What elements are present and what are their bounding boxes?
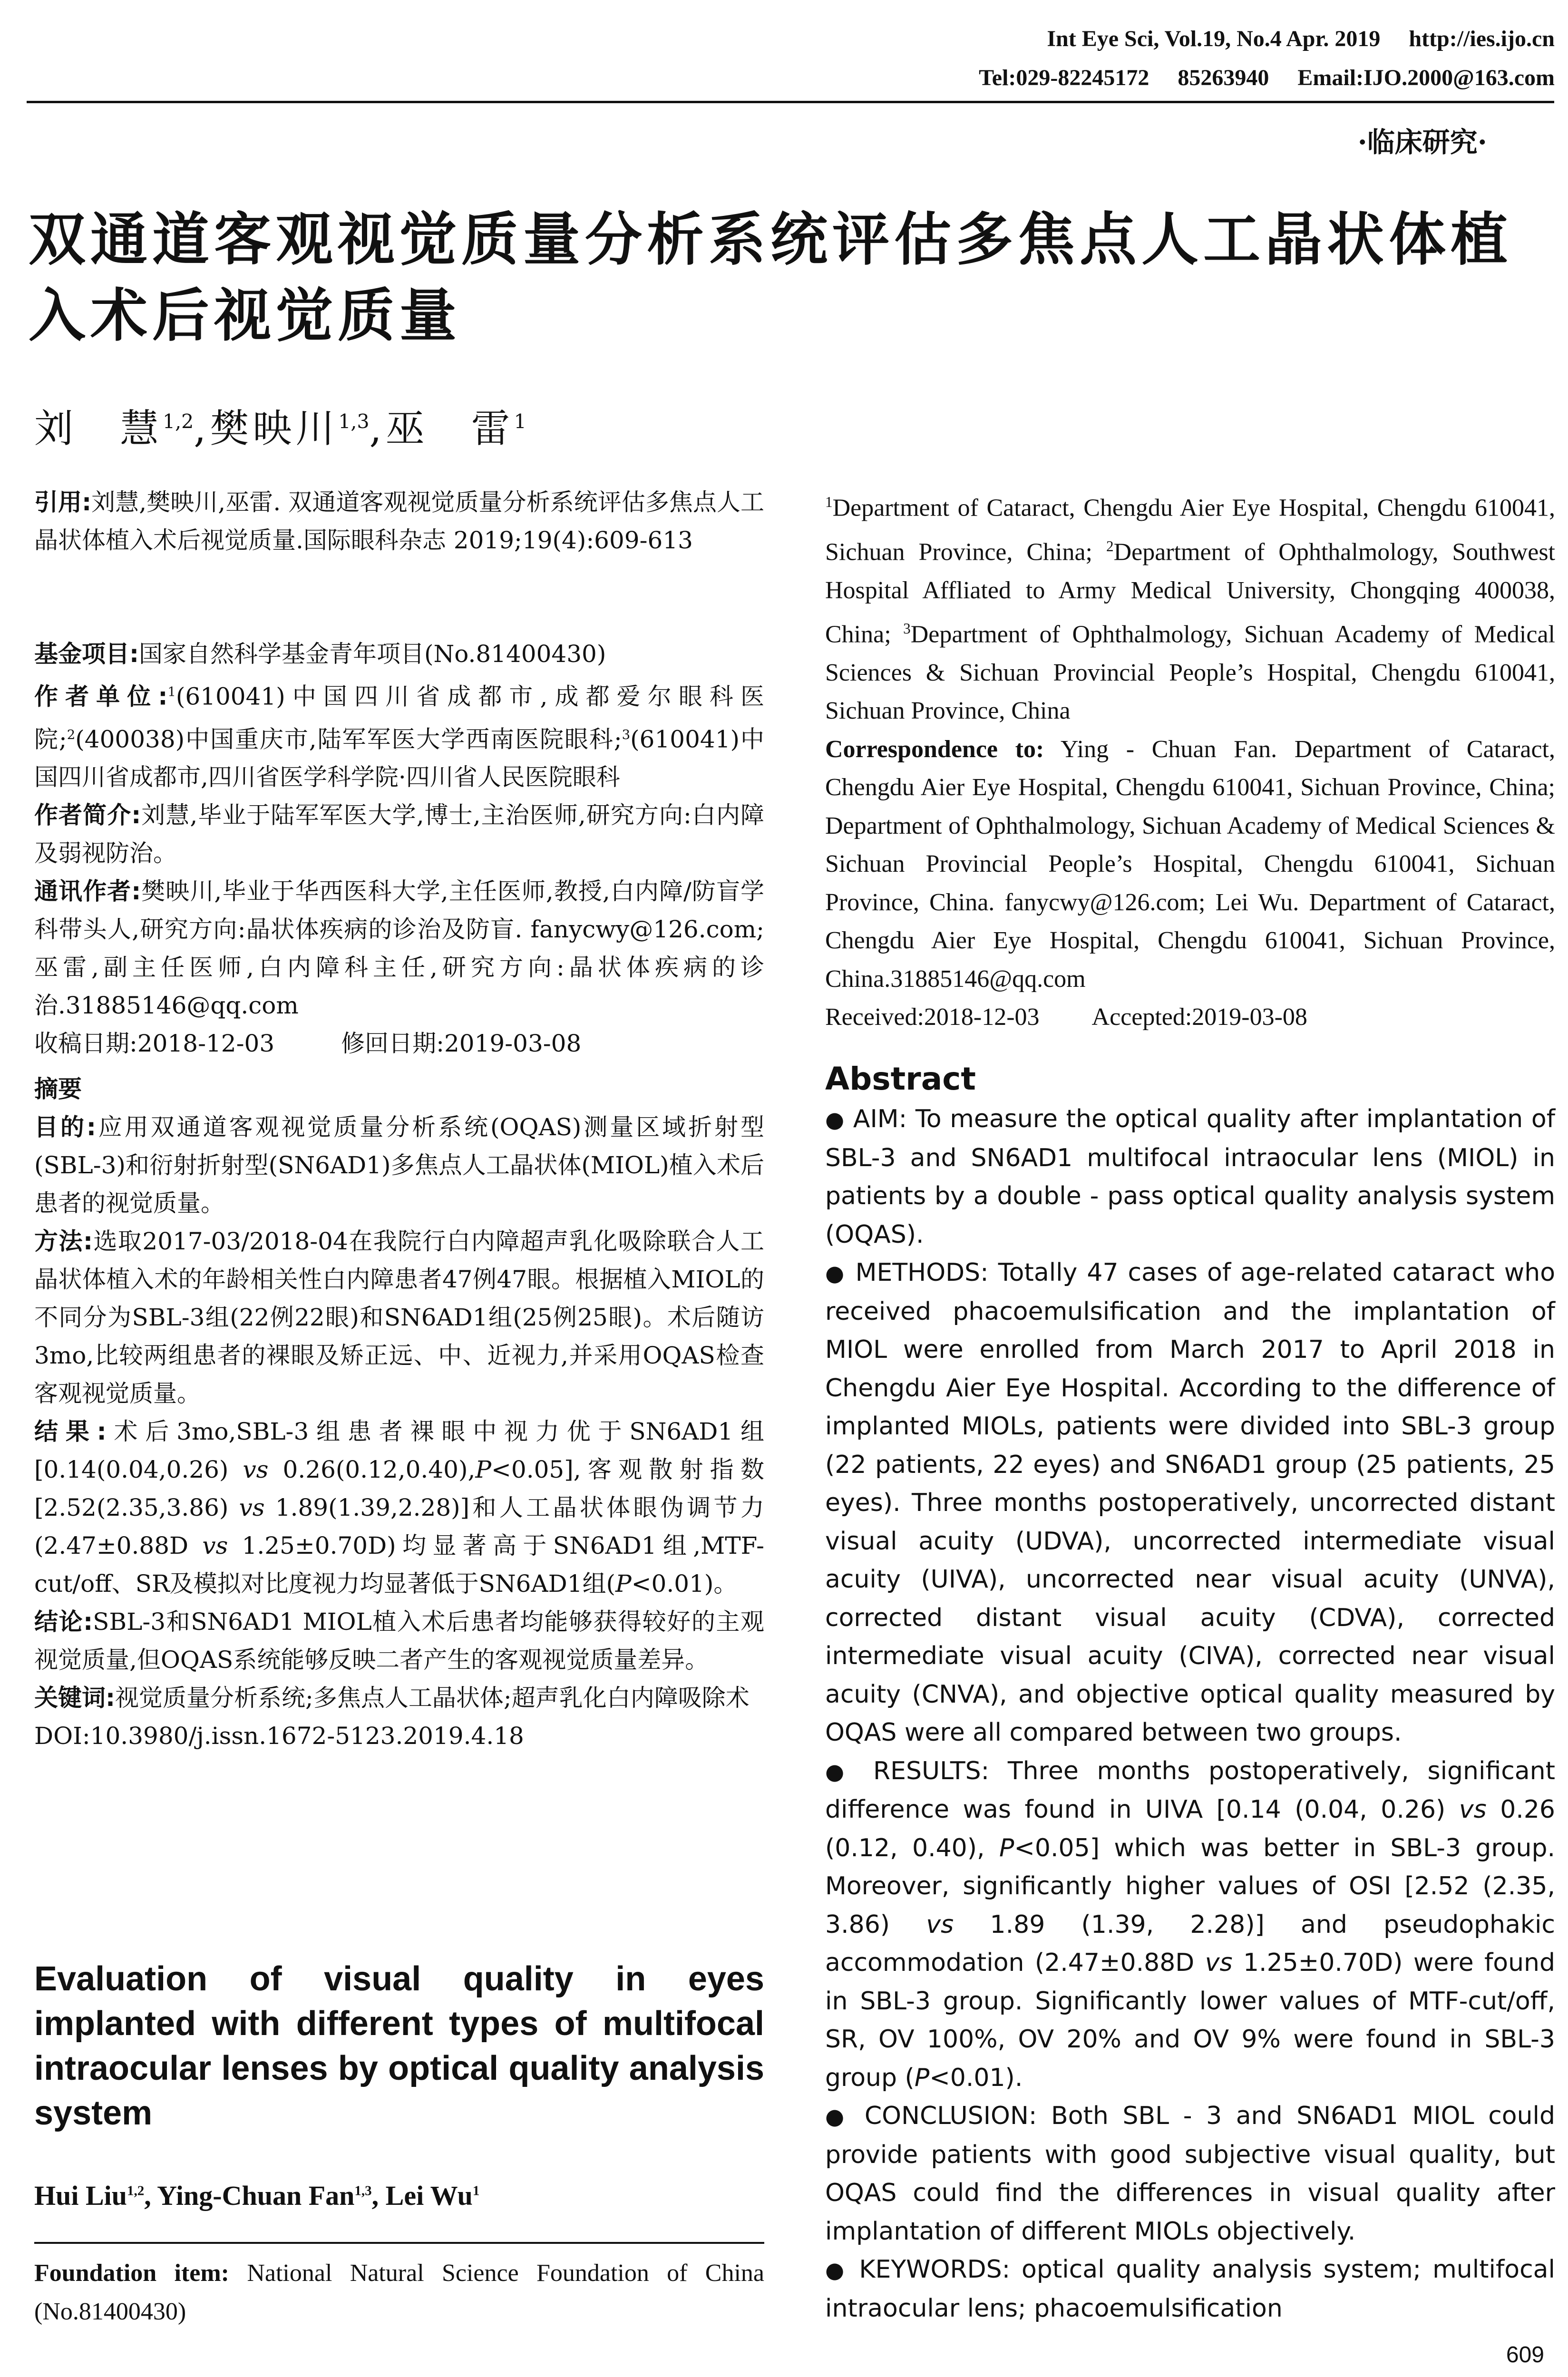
abstract-cn-methods <box>34 1222 764 1413</box>
author-bio <box>34 796 764 872</box>
author-affiliation-sup: 1,3 <box>354 2183 372 2199</box>
vs-italic: vs <box>243 1456 269 1483</box>
vs-italic: vs <box>1459 1795 1487 1824</box>
abstract-cn-heading-text: 摘要 <box>34 1075 82 1103</box>
unit-sup: 3 <box>622 727 631 742</box>
section-tag: ·临床研究· <box>1357 126 1487 158</box>
author-separator: , <box>371 2180 386 2211</box>
methods-text-cn: 选取2017-03/2018-04在我院行白内障超声乳化吸除联合人工晶状体植入术的年龄相关性白内障患者47例47眼。根据植入MIOL的不同分为SBL-3组(22例22眼)和SN6AD1组(25例25眼)。术后随访3mo,比较两组患者的裸眼及矫正远、中、近视力,并采用OQAS检查客观视觉质量。 <box>34 1227 764 1407</box>
abstract-en-aim <box>825 1100 1555 1254</box>
author-cn: 樊映川 <box>210 406 339 451</box>
journal-tel: Tel:029-82245172 <box>979 65 1149 90</box>
results-text-cn: 1.25±0.70D)均显著高于SN6AD1组,MTF-cut/off、SR及模拟对比度视力均显著低于SN6AD1组( <box>34 1532 764 1598</box>
abstract-cn-results <box>34 1413 764 1603</box>
bullet-icon: ● <box>825 2104 851 2129</box>
author-separator: , <box>194 406 210 451</box>
abstract-en-results <box>825 1752 1555 2097</box>
author-separator: , <box>144 2180 157 2211</box>
journal-header <box>1047 26 1555 52</box>
foundation-text-en: National Natural Science Foundation of China (No.81400430) <box>34 2260 765 2325</box>
journal-name: Int Eye Sci, Vol.19, No.4 Apr. 2019 <box>1047 26 1381 51</box>
results-label-cn: 结果: <box>34 1418 107 1445</box>
abstract-cn-heading <box>34 1070 764 1108</box>
aim-text-en: To measure the optical quality after implantation of SBL-3 and SN6AD1 multifocal intraocular lens (MIOL) in patients by a double - pass optical quality analysis system (OQAS). <box>825 1105 1555 1249</box>
fund-text: 国家自然科学基金青年项目(No.81400430) <box>139 640 606 668</box>
english-title-block <box>34 1957 764 2135</box>
p-italic: P <box>475 1456 492 1483</box>
received-date-cn: 收稿日期:2018-12-03 <box>34 1030 275 1058</box>
journal-tel2: 85263940 <box>1178 65 1269 90</box>
author-en: Ying-Chuan Fan <box>157 2180 355 2211</box>
abstract-en-conclusion <box>825 2097 1555 2250</box>
methods-label-en: METHODS: <box>855 1258 989 1287</box>
authors-en <box>34 2180 479 2211</box>
bullet-icon: ● <box>825 1758 855 1784</box>
dates-en <box>825 998 1555 1037</box>
conclusion-text-en: Both SBL - 3 and SN6AD1 MIOL could provide patients with good subjective visual quality, but OQAS could find the differences in visual quality after implantation of different MIOLs objectively. <box>825 2102 1556 2246</box>
corr-label: 通讯作者: <box>34 877 141 906</box>
accepted-date-cn: 修回日期:2019-03-08 <box>341 1030 582 1058</box>
keywords-label-cn: 关键词: <box>34 1684 115 1712</box>
affiliation-text: Department of Ophthalmology, Sichuan Academy of Medical Sciences & Sichuan Provincial People’s Hospital, Chengdu 610041, Sichuan Province, China <box>825 621 1555 725</box>
keywords-label-en: KEYWORDS: <box>859 2255 1011 2284</box>
results-text-cn: <0.05],客观散射指数[2.52(2.35,3.86) <box>34 1456 765 1521</box>
unit-text: (610041)中国四川省成都市,成都爱尔眼科医院; <box>34 682 764 753</box>
p-italic: P <box>999 1833 1014 1862</box>
results-text-cn: 0.26(0.12,0.40), <box>268 1456 476 1483</box>
results-text-cn: <0.01)。 <box>631 1570 738 1598</box>
affiliation-sup: 1 <box>825 494 833 510</box>
results-text-en: Three months postoperatively, significant difference was found in UIVA [0.14 (0.04, 0.26) <box>825 1756 1555 1824</box>
citation-block <box>34 483 764 559</box>
keywords-text-en: optical quality analysis system; multifocal intraocular lens; phacoemulsification <box>825 2255 1555 2323</box>
affiliation-sup: 3 <box>903 620 911 637</box>
unit-label: 作者单位: <box>34 682 168 711</box>
p-italic: P <box>914 2063 930 2092</box>
accepted-date-en: Accepted:2019-03-08 <box>1091 1003 1307 1031</box>
author-affiliation-sup: 1,3 <box>338 410 370 433</box>
affiliation-text: Department of Ophthalmology, Southwest Hospital Affliated to Army Medical University, Chongqing 400038, China; <box>825 538 1555 648</box>
aim-label-cn: 目的: <box>34 1113 96 1141</box>
affiliation-text: Department of Cataract, Chengdu Aier Eye Hospital, Chengdu 610041, Sichuan Province, China; <box>825 494 1555 566</box>
affiliations-block <box>825 483 1555 1037</box>
corresponding-author <box>34 872 764 1024</box>
citation-text: 刘慧,樊映川,巫雷. 双通道客观视觉质量分析系统评估多焦点人工晶状体植入术后视觉质量.国际眼科杂志 2019;19(4):609-613 <box>34 488 764 554</box>
corr-text: 樊映川,毕业于华西医科大学,主任医师,教授,白内障/防盲学科带头人,研究方向:晶状体疾病的诊治及防盲. fanycwy@126.com;巫雷,副主任医师,白内障科主任,研究方向:晶状体疾病的诊治.31885146@qq.com <box>34 877 764 1020</box>
author-affiliation-sup: 1,2 <box>163 410 194 433</box>
citation <box>34 483 764 559</box>
results-label-en: RESULTS: <box>873 1756 990 1785</box>
bio-label: 作者简介: <box>34 801 141 829</box>
vs-italic: vs <box>926 1910 954 1939</box>
results-text-en: 0.26 (0.12, 0.40), <box>825 1795 1555 1862</box>
received-date-en: Received:2018-12-03 <box>825 1003 1040 1031</box>
abstract-en-keywords <box>825 2250 1555 2328</box>
author-affiliation-sup: 1 <box>514 410 526 433</box>
author-affiliation-sup: 1,2 <box>127 2183 145 2199</box>
correspondence-label: Correspondence to: <box>825 735 1044 763</box>
correspondence-en <box>825 731 1555 999</box>
author-units <box>34 673 764 796</box>
author-affiliation-sup: 1 <box>472 2183 480 2199</box>
results-text-en: 1.89 (1.39, 2.28)] and pseudophakic accommodation (2.47±0.88D <box>825 1910 1555 1977</box>
vs-italic: vs <box>1205 1948 1233 1977</box>
journal-url[interactable]: http://ies.ijo.cn <box>1409 26 1555 51</box>
article-title-cn: 双通道客观视觉质量分析系统评估多焦点人工晶状体植入术后视觉质量 <box>29 207 1512 349</box>
aim-label-en: AIM: <box>853 1105 907 1133</box>
abstract-cn-aim <box>34 1108 764 1222</box>
dates-cn <box>34 1024 764 1062</box>
abstract-cn-conclusion <box>34 1603 764 1679</box>
methods-label-cn: 方法: <box>34 1227 93 1255</box>
journal-email[interactable]: Email:IJO.2000@163.com <box>1297 65 1555 90</box>
bullet-icon: ● <box>825 1260 846 1286</box>
journal-contact <box>979 65 1555 91</box>
unit-sup: 2 <box>67 727 76 742</box>
abstract-en <box>825 1061 1555 2328</box>
fund-label: 基金项目: <box>34 640 139 668</box>
results-text-en: <0.05] which was better in SBL-3 group. Moreover, significantly higher values of OSI [2.52 (2.35, 3.86) <box>825 1833 1555 1939</box>
footnote-rule <box>34 2242 764 2244</box>
abstract-cn-keywords <box>34 1679 764 1717</box>
aim-text-cn: 应用双通道客观视觉质量分析系统(OQAS)测量区域折射型(SBL-3)和衍射折射型(SN6AD1)多焦点人工晶状体(MIOL)植入术后患者的视觉质量。 <box>34 1113 764 1217</box>
vs-italic: vs <box>202 1532 228 1559</box>
author-en: Lei Wu <box>385 2180 473 2211</box>
unit-sup: 1 <box>167 684 176 700</box>
author-cn: 巫 雷 <box>385 406 514 451</box>
foundation-en-text <box>34 2254 764 2331</box>
abstract-cn <box>34 1070 764 1755</box>
results-text-cn: 1.89(1.39,2.28)]和人工晶状体眼伪调节力(2.47±0.88D <box>34 1494 764 1559</box>
bio-text: 刘慧,毕业于陆军军医大学,博士,主治医师,研究方向:白内障及弱视防治。 <box>34 801 764 867</box>
authors-cn <box>34 398 526 453</box>
results-text-en: 1.25±0.70D) were found in SBL-3 group. Significantly lower values of MTF-cut/off, SR, OV 100%, OV 20% and OV 9% were found in SBL-3 group ( <box>825 1948 1555 2092</box>
author-cn: 刘 慧 <box>34 406 163 451</box>
keywords-text-cn: 视觉质量分析系统;多焦点人工晶状体;超声乳化白内障吸除术 <box>115 1684 750 1712</box>
page-number: 609 <box>1506 2342 1544 2367</box>
conclusion-text-cn: SBL-3和SN6AD1 MIOL植入术后患者均能够获得较好的主观视觉质量,但OQAS系统能够反映二者产生的客观视觉质量差异。 <box>34 1608 765 1674</box>
methods-text-en: Totally 47 cases of age-related cataract who received phacoemulsification and the implantation of MIOL were enrolled from March 2017 to April 2018 in Chengdu Aier Eye Hospital. According to the difference of implanted MIOLs, patients were divided into SBL-3 group (22 patients, 22 eyes) and SN6AD1 group (25 patients, 25 eyes). Three months postoperatively, uncorrected distant visual acuity (UDVA), uncorrected intermediate visual acuity (UIVA), uncorrected near visual acuity (UNVA), corrected distant visual acuity (CDVA), corrected intermediate visual acuity (CIVA), corrected near visual acuity (CNVA), and objective optical quality measured by OQAS were all compared between two groups. <box>825 1258 1556 1747</box>
foundation-en <box>34 2254 764 2331</box>
unit-text: (400038)中国重庆市,陆军军医大学西南医院眼科; <box>75 725 622 753</box>
foundation-label-en: Foundation item: <box>34 2260 230 2287</box>
fund-item <box>34 635 764 673</box>
conclusion-label-en: CONCLUSION: <box>864 2102 1037 2130</box>
results-text-cn: 术后3mo,SBL-3组患者裸眼中视力优于SN6AD1组[0.14(0.04,0.26) <box>34 1418 764 1483</box>
vs-italic: vs <box>239 1494 265 1521</box>
abstract-en-heading: Abstract <box>825 1061 976 1097</box>
doi[interactable]: DOI:10.3980/j.issn.1672-5123.2019.4.18 <box>34 1722 524 1750</box>
header-rule <box>27 101 1554 103</box>
p-italic: P <box>615 1570 632 1598</box>
abstract-en-methods <box>825 1254 1555 1752</box>
article-title-en: Evaluation of visual quality in eyes implanted with different types of multifocal intraocular lenses by optical quality analysis system <box>34 1960 764 2132</box>
author-en: Hui Liu <box>34 2180 127 2211</box>
affiliations-en <box>825 483 1555 731</box>
bullet-icon: ● <box>825 1107 845 1132</box>
correspondence-text: Ying - Chuan Fan. Department of Cataract, Chengdu Aier Eye Hospital, Chengdu 610041, Sichuan Province, China; Department of Ophthalmology, Sichuan Academy of Medical Sciences & Sichuan Provincial People’s Hospital, Chengdu 610041, Sichuan Province, China. fanycwy@126.com; Lei Wu. Department of Cataract, Chengdu Aier Eye Hospital, Chengdu 610041, Sichuan Province, China.31885146@qq.com <box>825 735 1555 993</box>
citation-label: 引用: <box>34 488 92 516</box>
author-separator: , <box>369 406 386 451</box>
conclusion-label-cn: 结论: <box>34 1608 93 1636</box>
article-info <box>34 635 764 1062</box>
results-text-en: <0.01). <box>929 2063 1023 2092</box>
affiliation-sup: 2 <box>1106 537 1114 555</box>
unit-text: (610041)中国四川省成都市,四川省医学科学院·四川省人民医院眼科 <box>34 725 764 791</box>
bullet-icon: ● <box>825 2257 848 2283</box>
